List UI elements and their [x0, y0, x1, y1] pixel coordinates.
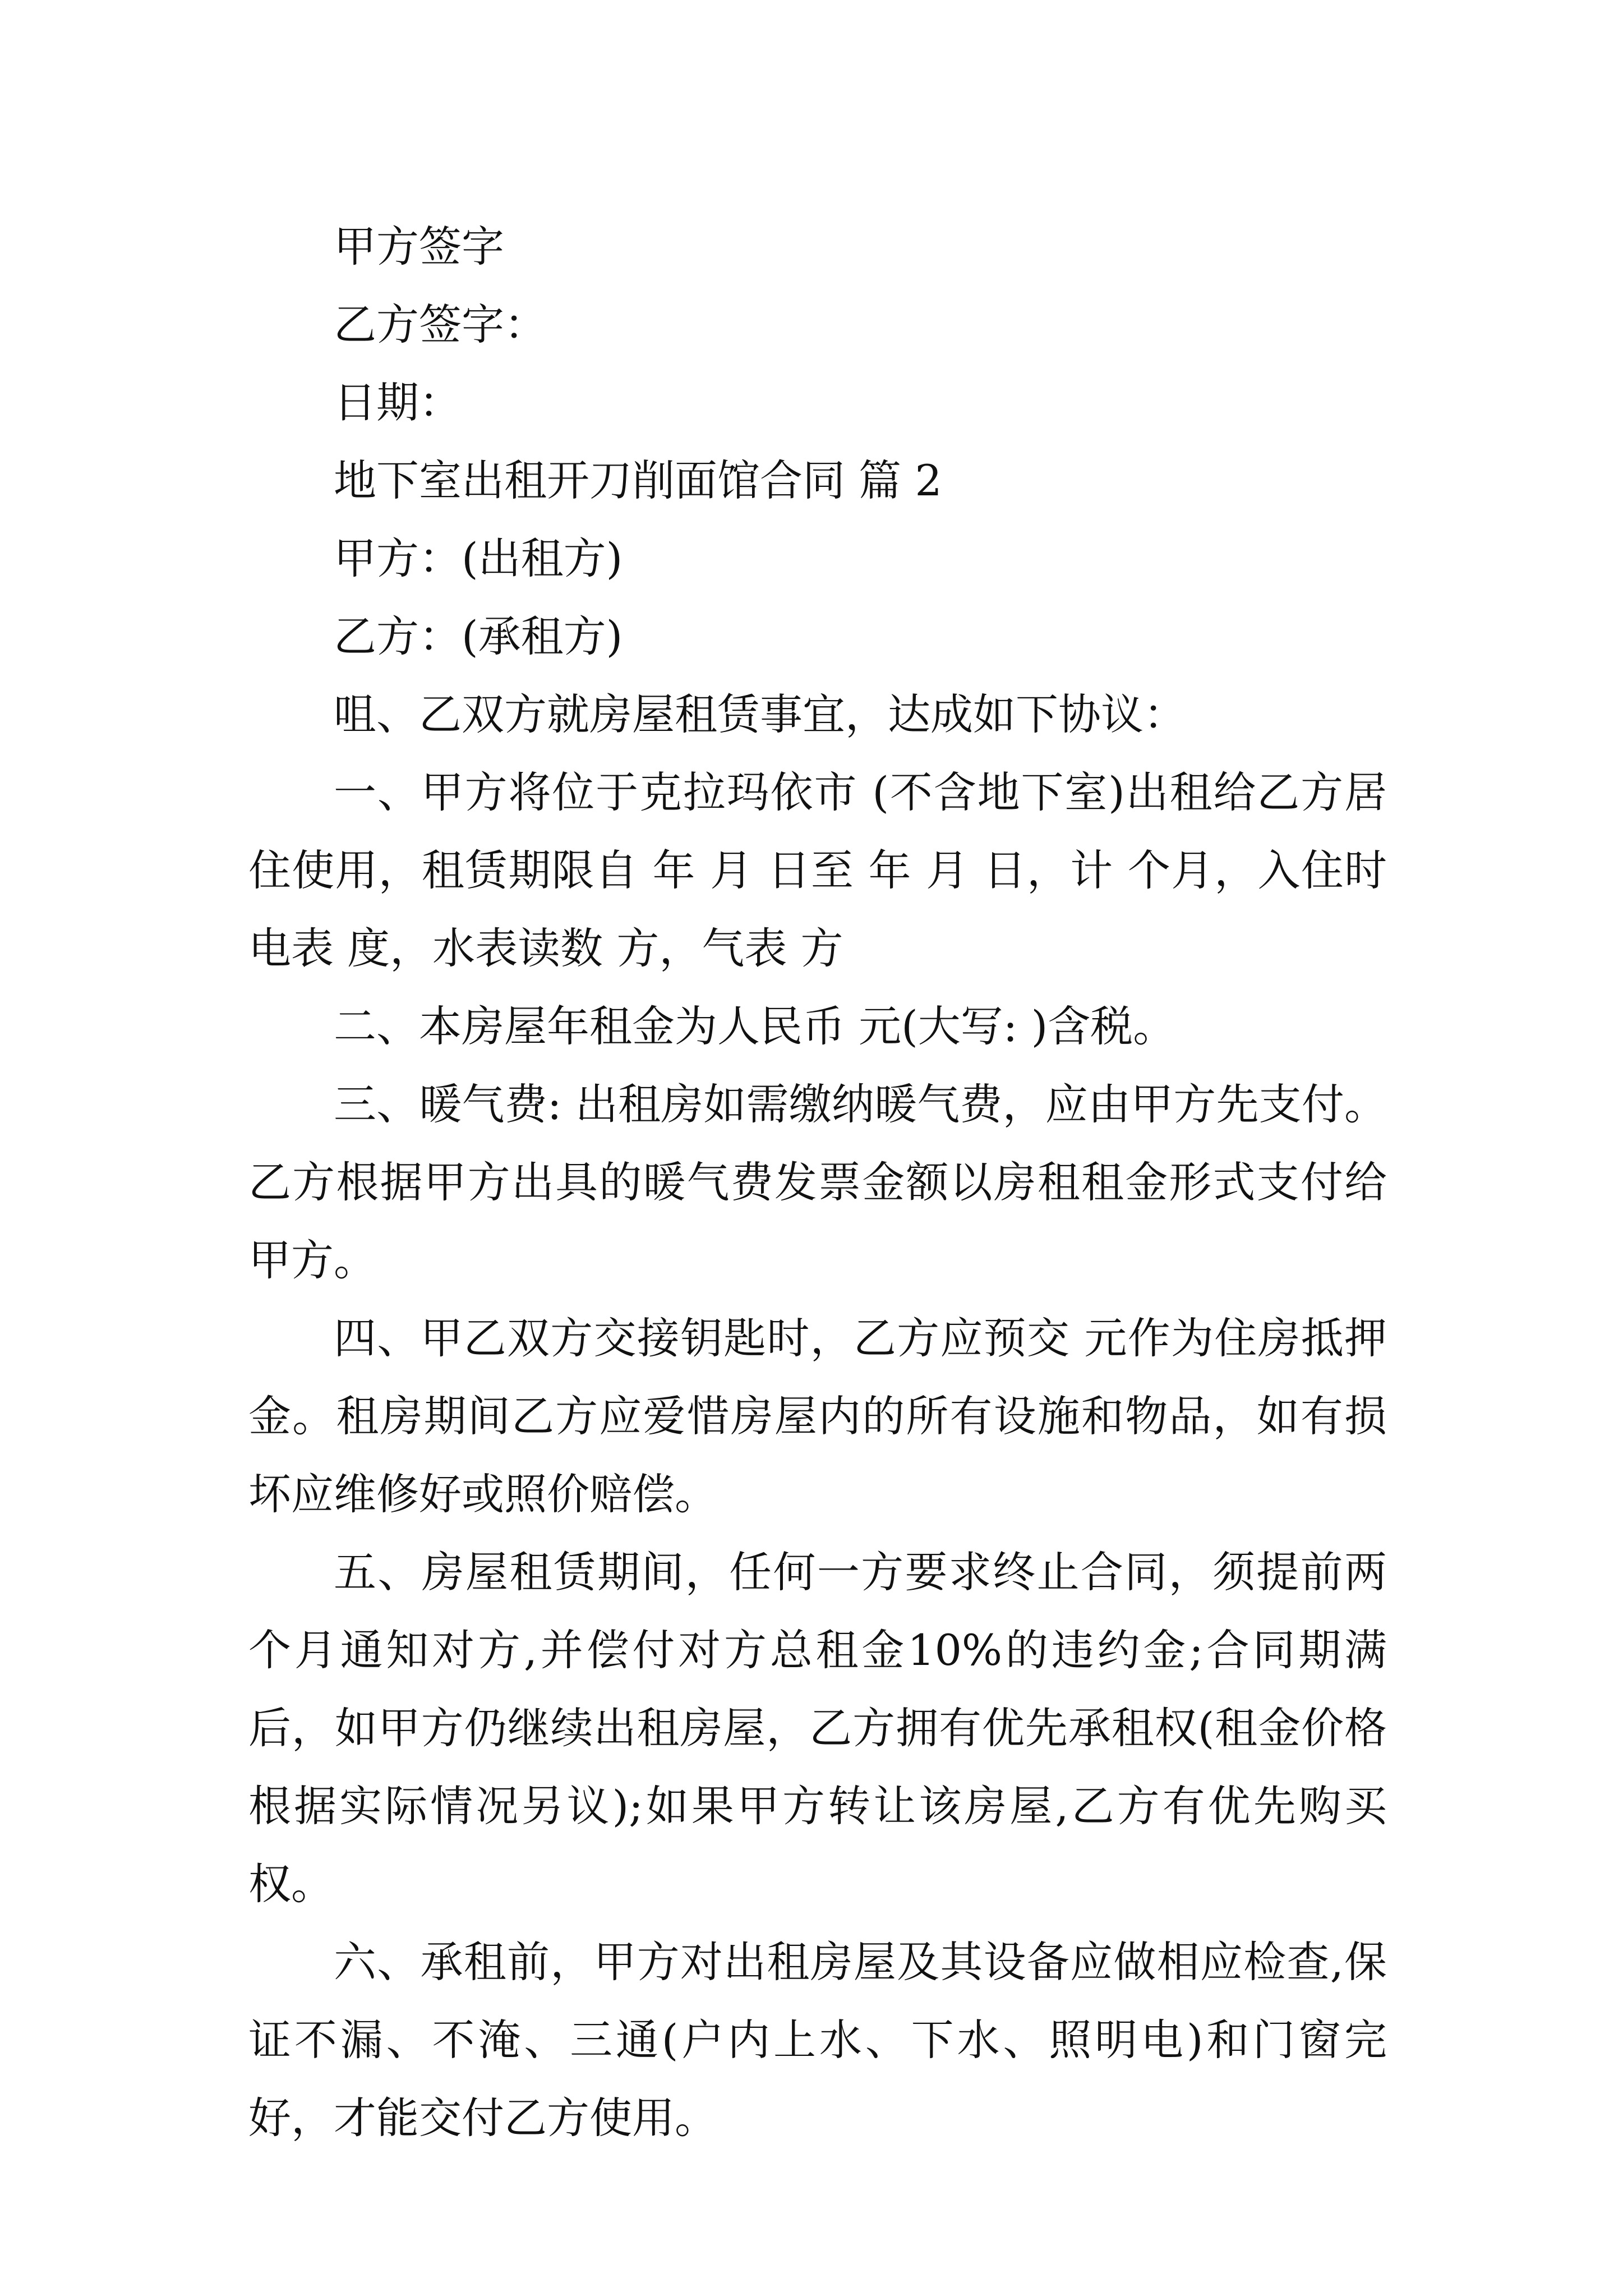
date-line: 日期： [334, 378, 462, 427]
clause-2: 二、本房屋年租金为人民币 元(大写: )含税。 [334, 1001, 1176, 1051]
clause-3: 三、暖气费: 出租房如需缴纳暖气费，应由甲方先支付。乙方根据甲方出具的暖气费发票金额以房租租金形式支付给甲方。 [248, 1079, 1387, 1285]
agreement-intro: 咀、乙双方就房屋租赁事宜，达成如下协议： [334, 689, 1186, 739]
clause-6: 六、承租前，甲方对出租房屋及其设备应做相应检查,保证不漏、不淹、三通(户内上水、下水、照明电)和门窗完好，才能交付乙方使用。 [248, 1937, 1387, 2143]
clause-4: 四、甲乙双方交接钥匙时，乙方应预交 元作为住房抵押金。租房期间乙方应爱惜房屋内的所有设施和物品，如有损坏应维修好或照价赔偿。 [248, 1313, 1387, 1519]
section-title: 地下室出租开刀削面馆合同 篇 2 [334, 455, 942, 505]
party-b-signature-line: 乙方签字： [334, 300, 547, 349]
clause-5: 五、房屋租赁期间，任何一方要求终止合同，须提前两个月通知对方,并偿付对方总租金10%的违约金;合同期满后，如甲方仍继续出租房屋，乙方拥有优先承租权(租金价格根据实际情况另议);如果甲方转让该房屋,乙方有优先购买权。 [248, 1547, 1387, 1909]
party-a-signature-line: 甲方签字 [334, 222, 504, 272]
clause-1: 一、甲方将位于克拉玛依市 (不含地下室)出租给乙方居住使用，租赁期限自 年 月 日至 年 月 日，计 个月，入住时电表 度，水表读数 方，气表 方 [248, 767, 1387, 973]
document-body [248, 208, 1387, 2157]
party-b-line: 乙方：(承租方) [334, 611, 623, 661]
party-a-line: 甲方：(出租方) [334, 533, 623, 583]
